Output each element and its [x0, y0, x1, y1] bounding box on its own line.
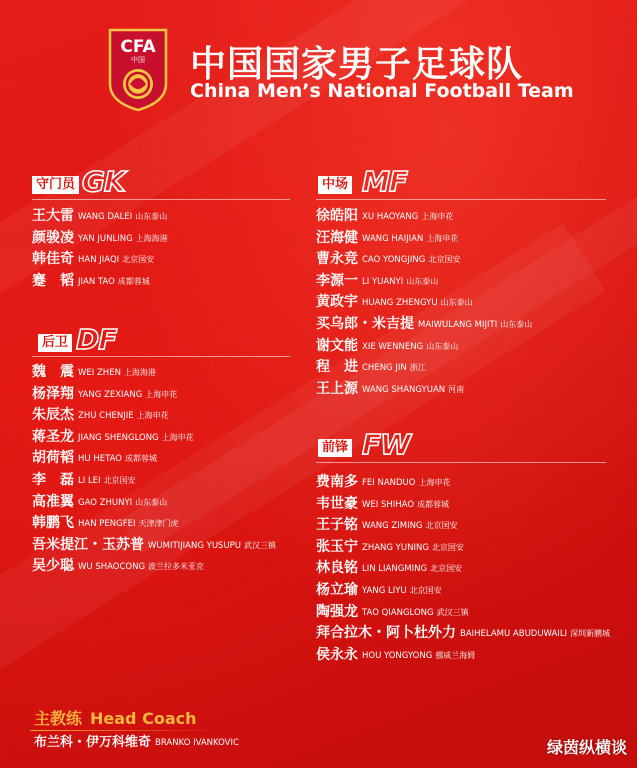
- player-name-chinese: 黄政宇: [316, 294, 358, 311]
- player-name-english: WUMITIJIANG YUSUPU: [148, 540, 242, 551]
- player-club: 北京国安: [409, 585, 442, 595]
- player-row: [32, 226, 168, 248]
- player-row: [32, 360, 276, 382]
- player-row: [32, 247, 168, 269]
- player-row: [316, 334, 532, 356]
- player-row: [316, 578, 610, 600]
- player-name-chinese: 林良铭: [316, 560, 358, 577]
- player-row: [32, 446, 276, 468]
- player-row: [316, 513, 610, 535]
- midfielder-list: [316, 204, 532, 398]
- player-row: [32, 382, 276, 404]
- player-name-chinese: 王大雷: [32, 208, 74, 224]
- player-name-chinese: 高准翼: [32, 493, 74, 510]
- player-club: 上海申花: [145, 389, 178, 399]
- player-name-chinese: 李 磊: [32, 471, 74, 488]
- player-name-english: WEI SHIHAO: [362, 499, 415, 510]
- section-label: 前锋: [318, 439, 352, 457]
- player-club: 武汉三镇: [436, 607, 469, 617]
- logo-text: CFA: [120, 37, 156, 57]
- player-row: [32, 425, 276, 447]
- player-name-chinese: 韩鹏飞: [32, 515, 74, 532]
- player-name-english: WANG ZIMING: [362, 521, 423, 532]
- player-name-chinese: 胡荷韬: [32, 450, 74, 467]
- player-name-chinese: 徐皓阳: [316, 208, 358, 224]
- player-name-english: HAN JIAQI: [78, 255, 120, 266]
- player-row: [316, 535, 610, 557]
- player-name-english: FEI NANDUO: [362, 478, 416, 488]
- player-row: [316, 247, 532, 269]
- player-club: 成都蓉城: [124, 454, 157, 464]
- player-row: [316, 204, 532, 226]
- player-club: 上海申花: [418, 478, 451, 487]
- player-name-chinese: 王子铭: [316, 517, 358, 534]
- player-row: [316, 621, 610, 643]
- player-club: 山东泰山: [500, 319, 533, 329]
- player-name-chinese: 杨泽翔: [32, 385, 74, 402]
- player-row: [32, 511, 276, 533]
- watermark: 绿茵纵横谈: [546, 738, 627, 757]
- section-divider: [32, 356, 290, 357]
- player-name-english: JIANG SHENGLONG: [78, 432, 159, 443]
- player-name-english: HOU YONGYONG: [362, 650, 433, 661]
- player-row: [316, 643, 610, 665]
- coach-name: [34, 731, 239, 753]
- player-name-chinese: 程 进: [316, 359, 358, 376]
- player-row: [32, 468, 276, 490]
- player-name-english: ZHANG YUNING: [362, 542, 429, 553]
- player-club: 北京国安: [428, 255, 461, 265]
- player-name-english: WU SHAOCONG: [78, 562, 146, 573]
- player-club: 山东泰山: [440, 298, 473, 308]
- player-club: 上海申花: [136, 411, 169, 421]
- defender-list: [32, 360, 276, 576]
- player-name-english: MAIWULANG MIJITI: [418, 319, 498, 330]
- player-name-chinese: 汪海健: [316, 229, 358, 246]
- coach-label-english: Head Coach: [90, 709, 197, 728]
- player-club: 北京国安: [103, 475, 136, 485]
- section-label: 守门员: [32, 176, 79, 194]
- player-club: 北京国安: [122, 255, 155, 265]
- player-row: [316, 355, 532, 377]
- player-name-chinese: 朱辰杰: [32, 407, 74, 424]
- player-name-chinese: 曹永竞: [316, 251, 358, 268]
- player-name-chinese: 韩佳奇: [32, 251, 74, 268]
- coach-label-chinese: 主教练: [34, 709, 83, 728]
- player-name-english: CHENG JIN: [362, 363, 407, 374]
- section-abbr: FW: [362, 428, 411, 461]
- player-row: [316, 556, 610, 578]
- player-club: 挪威兰海姆: [435, 650, 476, 660]
- page-title-english: China Men’s National Football Team: [190, 80, 574, 102]
- player-name-english: WANG SHANGYUAN: [362, 384, 446, 395]
- player-name-chinese: 王上源: [316, 380, 358, 397]
- player-club: 上海海港: [135, 233, 168, 243]
- player-club: 山东泰山: [135, 497, 168, 507]
- player-name-english: HU HETAO: [78, 454, 122, 465]
- player-club: 波兰拉多米亚克: [148, 562, 205, 572]
- player-club: 北京国安: [425, 521, 458, 531]
- player-name-chinese: 杨立瑜: [316, 581, 358, 598]
- player-club: 天津津门虎: [138, 519, 179, 529]
- player-name-english: XU HAOYANG: [362, 212, 419, 222]
- player-club: 北京国安: [431, 542, 464, 552]
- player-name-english: JIAN TAO: [78, 276, 115, 287]
- player-club: 山东泰山: [135, 212, 168, 221]
- player-club: 成都蓉城: [417, 499, 450, 509]
- player-name-chinese: 费南多: [316, 474, 358, 490]
- player-name-chinese: 李源一: [316, 272, 358, 289]
- goalkeeper-list: [32, 204, 168, 290]
- player-name-chinese: 陶强龙: [316, 603, 358, 620]
- player-name-english: YANG LIYU: [362, 585, 407, 596]
- player-club: 浙江: [409, 363, 426, 373]
- player-name-chinese: 买乌郎・米吉提: [316, 315, 414, 332]
- player-name-chinese: 颜骏凌: [32, 229, 74, 246]
- player-name-english: YAN JUNLING: [78, 233, 133, 244]
- player-name-english: GAO ZHUNYI: [78, 497, 133, 508]
- cfa-logo: [108, 28, 168, 112]
- player-row: [316, 470, 610, 492]
- player-club: 山东泰山: [426, 341, 459, 351]
- player-row: [32, 554, 276, 576]
- section-divider: [316, 199, 606, 200]
- player-name-english: LIN LIANGMING: [362, 564, 428, 575]
- player-club: 上海申花: [421, 212, 454, 221]
- player-row: [316, 600, 610, 622]
- logo-subtext: 中国: [131, 56, 145, 64]
- page-title-chinese: 中国国家男子足球队: [190, 44, 524, 85]
- player-name-english: TAO QIANGLONG: [362, 607, 434, 618]
- player-name-chinese: 蹇 韬: [32, 272, 74, 289]
- player-row: [316, 312, 532, 334]
- player-name-english: WANG HAIJIAN: [362, 233, 424, 244]
- player-name-chinese: 张玉宁: [316, 538, 358, 555]
- player-name-english: ZHU CHENJIE: [78, 411, 134, 422]
- player-row: [32, 269, 168, 291]
- player-row: [32, 403, 276, 425]
- coach-name-english: BRANKO IVANKOVIC: [155, 738, 239, 748]
- coach-header: [34, 706, 196, 729]
- player-club: 成都蓉城: [117, 276, 150, 286]
- player-name-english: HUANG ZHENGYU: [362, 298, 438, 309]
- player-name-chinese: 韦世豪: [316, 495, 358, 512]
- player-name-english: CAO YONGJING: [362, 255, 426, 266]
- section-label: 后卫: [38, 334, 72, 352]
- player-row: [316, 290, 532, 312]
- coach-name-chinese: 布兰科・伊万科维奇: [34, 735, 152, 750]
- section-abbr: GK: [82, 165, 125, 198]
- player-club: 北京国安: [430, 564, 463, 574]
- player-name-chinese: 吾米提江・玉苏普: [32, 536, 144, 553]
- player-club: 河南: [448, 384, 465, 394]
- player-row: [32, 533, 276, 555]
- section-abbr: MF: [362, 165, 407, 198]
- player-name-english: YANG ZEXIANG: [78, 389, 143, 400]
- player-club: 上海海港: [123, 368, 156, 377]
- player-club: 上海申花: [426, 233, 459, 243]
- player-club: 武汉三镇: [244, 540, 277, 550]
- player-name-chinese: 蒋圣龙: [32, 428, 74, 445]
- forward-list: [316, 470, 610, 664]
- player-club: 山东泰山: [406, 276, 439, 286]
- section-label: 中场: [318, 176, 352, 194]
- player-name-chinese: 侯永永: [316, 646, 358, 663]
- section-abbr: DF: [76, 323, 117, 356]
- section-divider: [32, 199, 290, 200]
- player-row: [316, 269, 532, 291]
- player-row: [316, 226, 532, 248]
- player-name-chinese: 吴少聪: [32, 558, 74, 575]
- section-divider: [316, 462, 606, 463]
- player-name-english: XIE WENNENG: [362, 341, 424, 352]
- player-name-english: BAIHELAMU ABUDUWAILI: [460, 629, 568, 640]
- player-row: [32, 204, 168, 226]
- player-name-english: WEI ZHEN: [78, 368, 121, 378]
- player-name-chinese: 谢文能: [316, 337, 358, 354]
- player-name-chinese: 拜合拉木・阿卜杜外力: [316, 625, 456, 642]
- player-name-chinese: 魏 震: [32, 364, 74, 380]
- player-club: 上海申花: [161, 432, 194, 442]
- player-name-english: LI YUANYI: [362, 276, 404, 287]
- player-club: 深圳新鹏城: [570, 629, 611, 639]
- player-name-english: HAN PENGFEI: [78, 519, 136, 530]
- player-name-english: LI LEI: [78, 475, 101, 486]
- player-row: [316, 377, 532, 399]
- player-row: [32, 490, 276, 512]
- player-name-english: WANG DALEI: [78, 212, 133, 222]
- player-row: [316, 492, 610, 514]
